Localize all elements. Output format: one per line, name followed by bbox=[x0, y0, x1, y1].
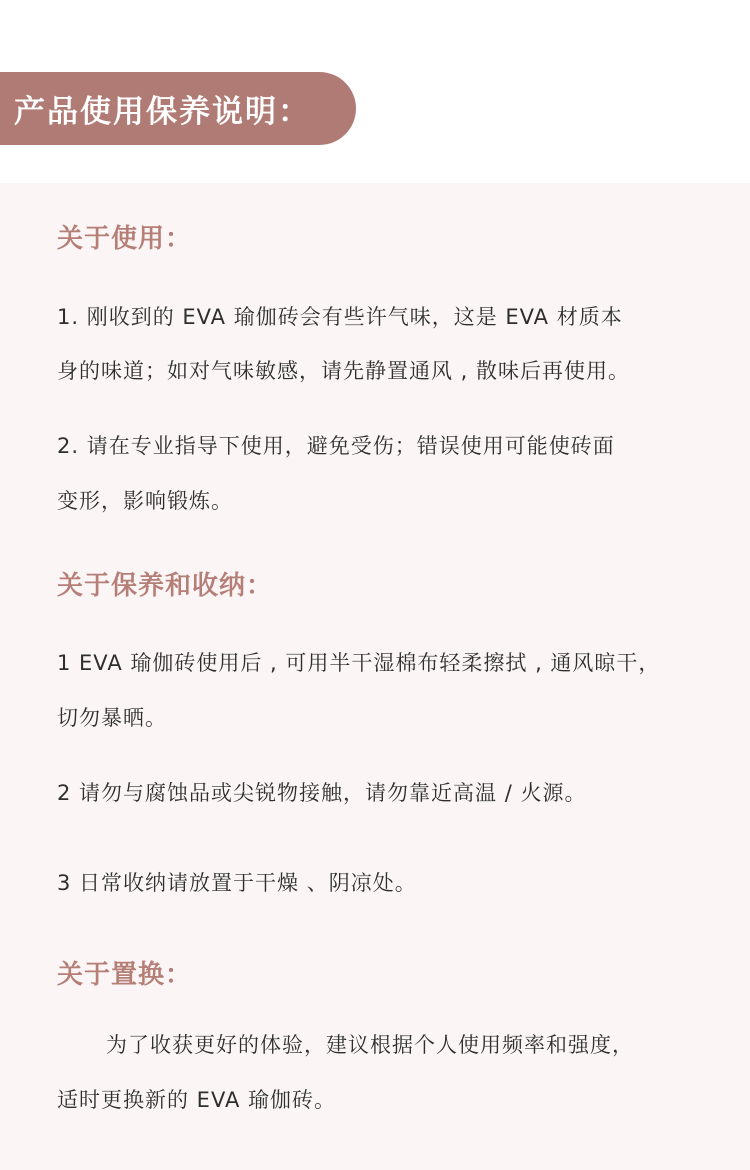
instructions-panel bbox=[0, 183, 750, 1170]
section-heading-replacement: 关于置换： bbox=[57, 960, 193, 990]
care-line-2: 切勿暴晒。 bbox=[57, 706, 167, 730]
usage-line-1: 1. 刚收到的 EVA 瑜伽砖会有些许气味，这是 EVA 材质本 bbox=[57, 305, 623, 329]
care-line-3: 2 请勿与腐蚀品或尖锐物接触，请勿靠近高温 / 火源。 bbox=[57, 781, 587, 805]
replacement-line-1: 为了收获更好的体验，建议根据个人使用频率和强度， bbox=[106, 1033, 634, 1057]
usage-line-4: 变形，影响锻炼。 bbox=[57, 489, 233, 513]
care-line-4: 3 日常收纳请放置于干燥 、阴凉处。 bbox=[57, 871, 417, 895]
section-heading-usage: 关于使用： bbox=[57, 224, 193, 254]
header-band bbox=[0, 0, 750, 183]
care-line-1: 1 EVA 瑜伽砖使用后 , 可用半干湿棉布轻柔擦拭 , 通风晾干， bbox=[57, 651, 661, 675]
page-title: 产品使用保养说明： bbox=[14, 94, 311, 130]
title-banner bbox=[0, 72, 356, 145]
replacement-line-2: 适时更换新的 EVA 瑜伽砖。 bbox=[57, 1088, 337, 1112]
usage-line-3: 2. 请在专业指导下使用，避免受伤；错误使用可能使砖面 bbox=[57, 434, 615, 458]
usage-line-2: 身的味道；如对气味敏感，请先静置通风 , 散味后再使用。 bbox=[57, 359, 631, 383]
section-heading-care: 关于保养和收纳： bbox=[57, 571, 274, 601]
